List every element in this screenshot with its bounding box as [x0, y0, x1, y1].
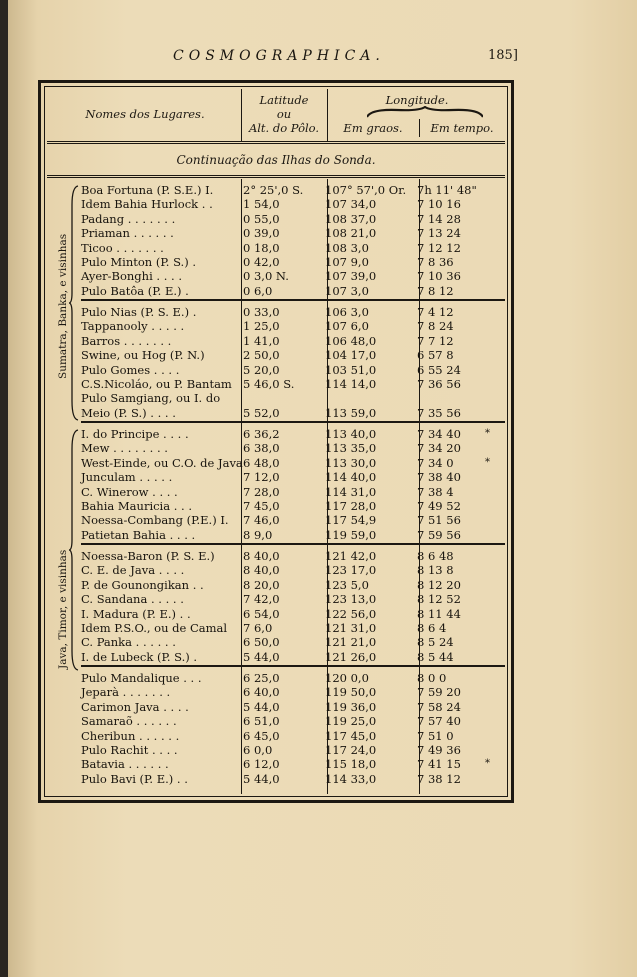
cell-time: 8 6 48 — [417, 549, 454, 563]
table-row — [47, 197, 505, 211]
header-long-time: Em tempo. — [430, 121, 494, 135]
cell-time: 7 12 12 — [417, 240, 461, 255]
running-head-title: COSMOGRAPHICA. — [173, 48, 385, 64]
cell-lat: 6 54,0 — [243, 606, 280, 621]
cell-lat: 7 28,0 — [243, 484, 280, 499]
cell-name: Batavia . . . . . . — [81, 757, 169, 772]
cell-mark: * — [485, 428, 490, 439]
cell-name: Patietan Bahia . . . . — [81, 527, 196, 542]
table-row — [47, 513, 505, 527]
cell-time: 7 13 24 — [417, 226, 461, 241]
side-label-java: Java, Timor, e visinhas — [57, 549, 69, 669]
cell-deg: 117 24,0 — [325, 743, 377, 757]
cell-time: 7 14 28 — [417, 211, 461, 226]
table-row — [47, 635, 505, 649]
cell-time: 7 8 24 — [417, 319, 454, 334]
table-row — [47, 391, 505, 405]
cell-name: Bahia Mauricia . . . — [81, 499, 193, 513]
cell-deg: 113 35,0 — [325, 441, 377, 456]
cell-time: 8 5 44 — [417, 649, 454, 664]
table-row — [47, 363, 505, 377]
table-row — [47, 183, 505, 197]
cell-name: Noessa-Baron (P. S. E.) — [81, 549, 215, 563]
cell-name: Pulo Samgiang, ou I. do — [81, 391, 221, 406]
cell-mark: * — [485, 456, 490, 468]
cell-deg: 120 0,0 — [325, 671, 369, 685]
table-row — [47, 485, 505, 499]
cell-name: Samaraõ . . . . . . — [81, 714, 177, 729]
cell-time: 7 8 36 — [417, 255, 454, 269]
cell-time: 7 38 4 — [417, 484, 454, 499]
cell-deg: 119 59,0 — [325, 527, 377, 542]
cell-lat: 5 52,0 — [243, 405, 280, 420]
cell-name: Carimon Java . . . . — [81, 699, 189, 714]
table-row — [47, 549, 505, 563]
cell-lat: 8 20,0 — [243, 577, 280, 592]
cell-lat: 1 41,0 — [243, 333, 280, 348]
cell-name: C. Panka . . . . . . — [81, 635, 176, 650]
cell-deg: 121 26,0 — [325, 649, 377, 664]
cell-lat: 6 0,0 — [243, 743, 273, 757]
cell-time: 7 38 12 — [417, 771, 461, 786]
cell-time: 7 49 36 — [417, 743, 461, 757]
table-row — [47, 226, 505, 240]
cell-deg: 107 9,0 — [325, 255, 369, 269]
cell-deg: 122 56,0 — [325, 606, 377, 621]
cell-lat: 0 18,0 — [243, 240, 280, 255]
cell-name: C.S.Nicoláo, ou P. Bantam — [81, 377, 232, 391]
group-divider — [81, 421, 505, 423]
group-divider — [81, 665, 505, 667]
cell-name: Idem P.S.O., ou de Camal — [81, 621, 228, 635]
cell-name: C. Sandana . . . . . — [81, 592, 184, 607]
cell-name: C. E. de Java . . . . — [81, 563, 185, 578]
cell-deg: 107 3,0 — [325, 283, 369, 298]
cell-name: Cheribun . . . . . . — [81, 728, 180, 743]
table-row — [47, 406, 505, 420]
cell-time: 7 41 15 — [417, 757, 461, 772]
cell-name: Idem Bahia Hurlock . . — [81, 197, 213, 212]
cell-name: Junculam . . . . . — [81, 470, 173, 485]
cell-lat: 7 46,0 — [243, 513, 280, 528]
table-row — [47, 700, 505, 714]
cell-time: 7 10 16 — [417, 197, 461, 212]
coordinates-table — [38, 80, 514, 803]
table-row — [47, 714, 505, 728]
header-names: Nomes dos Lugares. — [85, 107, 205, 121]
table-row — [47, 607, 505, 621]
cell-deg: 123 5,0 — [325, 577, 369, 592]
cell-name: I. do Principe . . . . — [81, 427, 189, 441]
cell-deg: 121 31,0 — [325, 621, 377, 635]
cell-name: Meio (P. S.) . . . . — [81, 405, 176, 420]
table-row — [47, 269, 505, 283]
cell-deg: 114 31,0 — [325, 484, 377, 499]
group-divider — [81, 543, 505, 545]
cell-lat: 6 40,0 — [243, 685, 280, 700]
header-lat-1: Latitude — [259, 93, 309, 107]
table-row — [47, 592, 505, 606]
table-row — [47, 685, 505, 699]
cell-name: I. Madura (P. E.) . . — [81, 606, 191, 621]
cell-lat: 5 46,0 S. — [243, 377, 295, 391]
cell-time: 7 36 56 — [417, 377, 461, 391]
table-row — [47, 499, 505, 513]
cell-time: 8 13 8 — [417, 563, 454, 578]
cell-lat: 6 38,0 — [243, 441, 280, 456]
cell-lat: 0 3,0 N. — [243, 269, 289, 284]
cell-time: 8 11 44 — [417, 606, 461, 621]
cell-lat: 7 45,0 — [243, 499, 280, 513]
cell-name: Barros . . . . . . . — [81, 333, 172, 348]
cell-lat: 6 12,0 — [243, 757, 280, 772]
cell-lat: 7 12,0 — [243, 470, 280, 485]
book-page — [8, 0, 637, 977]
cell-lat: 6 36,2 — [243, 427, 280, 441]
cell-name: Pulo Bavi (P. E.) . . — [81, 771, 188, 786]
cell-lat: 0 6,0 — [243, 283, 273, 298]
cell-name: Ayer-Bonghi . . . . — [81, 269, 182, 284]
cell-name: Boa Fortuna (P. S.E.) I. — [81, 183, 214, 197]
side-label-sumatra: Sumatra, Banka, e visinhas — [57, 233, 69, 379]
cell-time: 7 4 12 — [417, 305, 454, 319]
header-lat-3: Alt. do Pôlo. — [248, 121, 320, 135]
cell-deg: 119 25,0 — [325, 714, 377, 729]
cell-name: Ticoo . . . . . . . — [81, 240, 164, 255]
cell-lat: 8 40,0 — [243, 549, 280, 563]
cell-lat: 0 42,0 — [243, 255, 280, 269]
cell-deg: 121 42,0 — [325, 549, 377, 563]
cell-time: 6 57 8 — [417, 348, 454, 363]
cell-time: 8 5 24 — [417, 635, 454, 650]
cell-deg: 103 51,0 — [325, 362, 377, 377]
cell-deg: 117 54,9 — [325, 513, 377, 528]
cell-lat: 6 51,0 — [243, 714, 280, 729]
cell-time: 7 34 20 — [417, 441, 461, 456]
cell-deg: 108 37,0 — [325, 211, 377, 226]
table-row — [47, 212, 505, 226]
cell-deg: 108 3,0 — [325, 240, 369, 255]
cell-time: 7 49 52 — [417, 499, 461, 513]
cell-time: 7 8 12 — [417, 283, 454, 298]
table-row — [47, 757, 505, 771]
table-row — [47, 650, 505, 664]
cell-name: Jeparà . . . . . . . — [81, 685, 171, 700]
cell-time: 8 12 52 — [417, 592, 461, 607]
cell-lat: 5 44,0 — [243, 649, 280, 664]
cell-lat: 5 20,0 — [243, 362, 280, 377]
table-row — [47, 743, 505, 757]
cell-deg: 113 59,0 — [325, 405, 377, 420]
cell-time: 7 51 0 — [417, 728, 454, 743]
header-long: Longitude. — [385, 93, 449, 107]
cell-lat: 8 40,0 — [243, 563, 280, 578]
table-row — [47, 563, 505, 577]
cell-time: 7 35 56 — [417, 405, 461, 420]
table-row — [47, 528, 505, 542]
cell-name: West-Einde, ou C.O. de Java — [81, 455, 243, 470]
cell-name: Pulo Gomes . . . . — [81, 362, 180, 377]
cell-deg: 108 21,0 — [325, 226, 377, 241]
cell-lat: 5 44,0 — [243, 771, 280, 786]
table-row — [47, 334, 505, 348]
cell-name: C. Winerow . . . . — [81, 484, 178, 499]
cell-time: 7h 11' 48" — [417, 183, 477, 197]
cell-time: 7 58 24 — [417, 699, 461, 714]
table-row — [47, 319, 505, 333]
cell-deg: 104 17,0 — [325, 348, 377, 363]
cell-deg: 117 45,0 — [325, 728, 377, 743]
brace-icon — [367, 106, 483, 118]
cell-deg: 106 48,0 — [325, 333, 377, 348]
table-header — [47, 89, 505, 144]
table-row — [47, 305, 505, 319]
cell-deg: 123 13,0 — [325, 592, 377, 607]
table-row — [47, 348, 505, 362]
cell-lat: 7 6,0 — [243, 621, 273, 635]
cell-time: 8 0 0 — [417, 671, 447, 685]
table-row — [47, 427, 505, 441]
cell-time: 8 6 4 — [417, 621, 447, 635]
cell-deg: 119 50,0 — [325, 685, 377, 700]
cell-name: Mew . . . . . . . . — [81, 441, 168, 456]
cell-name: Tappanooly . . . . . — [81, 319, 185, 334]
cell-deg: 113 40,0 — [325, 427, 377, 441]
cell-time: 7 59 20 — [417, 685, 461, 700]
cell-time: 7 59 56 — [417, 527, 461, 542]
cell-name: Swine, ou Hog (P. N.) — [81, 348, 205, 363]
table-row — [47, 441, 505, 455]
cell-name: Pulo Nias (P. S. E.) . — [81, 305, 197, 319]
cell-lat: 1 25,0 — [243, 319, 280, 334]
cell-deg: 114 14,0 — [325, 377, 377, 391]
cell-name: Pulo Batôa (P. E.) . — [81, 283, 189, 298]
cell-name: Padang . . . . . . . — [81, 211, 176, 226]
cell-lat: 2° 25',0 S. — [243, 183, 304, 197]
cell-name: P. de Gounongikan . . — [81, 577, 204, 592]
table-row — [47, 456, 505, 470]
table-row — [47, 621, 505, 635]
cell-deg: 119 36,0 — [325, 699, 377, 714]
cell-lat: 6 25,0 — [243, 671, 280, 685]
cell-deg: 107 34,0 — [325, 197, 377, 212]
cell-lat: 7 42,0 — [243, 592, 280, 607]
cell-time: 7 34 0 — [417, 455, 454, 470]
page-number: 185] — [488, 48, 518, 63]
cell-deg: 123 17,0 — [325, 563, 377, 578]
cell-time: 6 55 24 — [417, 362, 461, 377]
table-row — [47, 284, 505, 298]
cell-lat: 6 45,0 — [243, 728, 280, 743]
cell-deg: 115 18,0 — [325, 757, 377, 772]
cell-lat: 6 50,0 — [243, 635, 280, 650]
table-row — [47, 772, 505, 786]
cell-time: 7 34 40 — [417, 427, 461, 441]
cell-lat: 6 48,0 — [243, 455, 280, 470]
table-row — [47, 578, 505, 592]
cell-deg: 114 33,0 — [325, 771, 377, 786]
table-row — [47, 729, 505, 743]
cell-time: 7 7 12 — [417, 333, 454, 348]
table-row — [47, 241, 505, 255]
table-row — [47, 671, 505, 685]
cell-time: 7 10 36 — [417, 269, 461, 284]
cell-time: 7 57 40 — [417, 714, 461, 729]
cell-lat: 5 44,0 — [243, 699, 280, 714]
table-row — [47, 470, 505, 484]
cell-deg: 117 28,0 — [325, 499, 377, 513]
cell-name: Priaman . . . . . . — [81, 226, 174, 241]
cell-name: Noessa-Combang (P.E.) I. — [81, 513, 229, 528]
cell-deg: 106 3,0 — [325, 305, 369, 319]
cell-name: Pulo Minton (P. S.) . — [81, 255, 196, 269]
cell-lat: 0 39,0 — [243, 226, 280, 241]
cell-deg: 107 6,0 — [325, 319, 369, 334]
table-row — [47, 255, 505, 269]
group-divider — [81, 299, 505, 301]
cell-time: 7 51 56 — [417, 513, 461, 528]
cell-time: 8 12 20 — [417, 577, 461, 592]
cell-lat: 8 9,0 — [243, 527, 273, 542]
cell-lat: 1 54,0 — [243, 197, 280, 212]
cell-lat: 0 33,0 — [243, 305, 280, 319]
cell-deg: 107° 57',0 Or. — [325, 183, 407, 197]
header-lat-2: ou — [276, 107, 292, 121]
section-heading: Continuação das Ilhas do Sonda. — [47, 145, 505, 178]
cell-name: Pulo Mandalique . . . — [81, 671, 202, 685]
cell-deg: 113 30,0 — [325, 455, 377, 470]
cell-time: 7 38 40 — [417, 470, 461, 485]
header-long-deg: Em graos. — [343, 121, 403, 135]
cell-name: Pulo Rachit . . . . — [81, 743, 178, 757]
cell-mark: * — [485, 758, 490, 770]
cell-deg: 114 40,0 — [325, 470, 377, 485]
table-row — [47, 377, 505, 391]
cell-lat: 0 55,0 — [243, 211, 280, 226]
cell-lat: 2 50,0 — [243, 348, 280, 363]
cell-name: I. de Lubeck (P. S.) . — [81, 649, 198, 664]
cell-deg: 121 21,0 — [325, 635, 377, 650]
cell-deg: 107 39,0 — [325, 269, 377, 284]
running-head — [8, 48, 637, 68]
table-body — [47, 179, 505, 794]
